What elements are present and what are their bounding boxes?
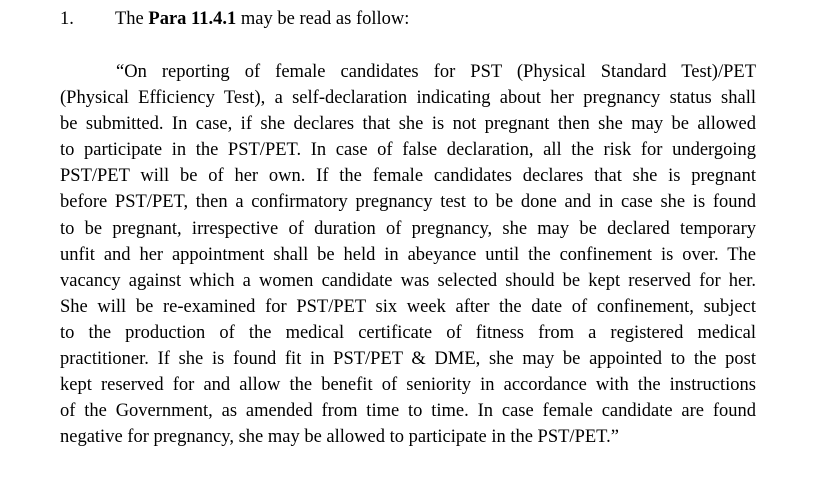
paragraph-line: negative for pregnancy, she may be allowed to participate in the PST/PET.” — [60, 427, 619, 448]
paragraph-line: “On reporting of female candidates for PST (Physical Standard Test)/PET — [116, 62, 756, 82]
paragraph-line: She will be re-examined for PST/PET six week after the date of confinement, subject — [60, 296, 756, 317]
paragraph-line: practitioner. If she is found fit in PST/PET & DME, she may be appointed to the post — [60, 349, 756, 370]
paragraph-line: vacancy against which a women candidate was selected should be kept reserved for her. — [60, 270, 756, 291]
paragraph-line: (Physical Efficiency Test), a self-declaration indicating about her pregnancy status shall — [60, 88, 756, 109]
paragraph-line: to the production of the medical certificate of fitness from a registered medical — [60, 322, 756, 343]
paragraph-line: kept reserved for and allow the benefit of seniority in accordance with the instructions — [60, 375, 756, 396]
paragraph-line: to participate in the PST/PET. In case of false declaration, all the risk for undergoing — [60, 140, 756, 161]
heading-text — [115, 6, 409, 32]
paragraph-line: unfit and her appointment shall be held in abeyance until the confinement is over. The — [60, 244, 756, 265]
heading-suffix: may be read as follow: — [236, 9, 410, 29]
paragraph-line: be submitted. In case, if she declares that she is not pregnant then she may be allowed — [60, 114, 756, 135]
heading-prefix: The — [115, 9, 149, 29]
paragraph-line: before PST/PET, then a confirmatory pregnancy test to be done and in case she is found — [60, 192, 756, 213]
paragraph-line: PST/PET will be of her own. If the female candidates declares that she is pregnant — [60, 166, 756, 187]
paragraph-line: of the Government, as amended from time to time. In case female candidate are found — [60, 401, 756, 422]
item-number: 1. — [60, 9, 74, 29]
paragraph-line: to be pregnant, irrespective of duration of pregnancy, she may be declared temporary — [60, 218, 756, 239]
para-reference: Para 11.4.1 — [148, 9, 237, 29]
quoted-paragraph — [60, 59, 756, 450]
